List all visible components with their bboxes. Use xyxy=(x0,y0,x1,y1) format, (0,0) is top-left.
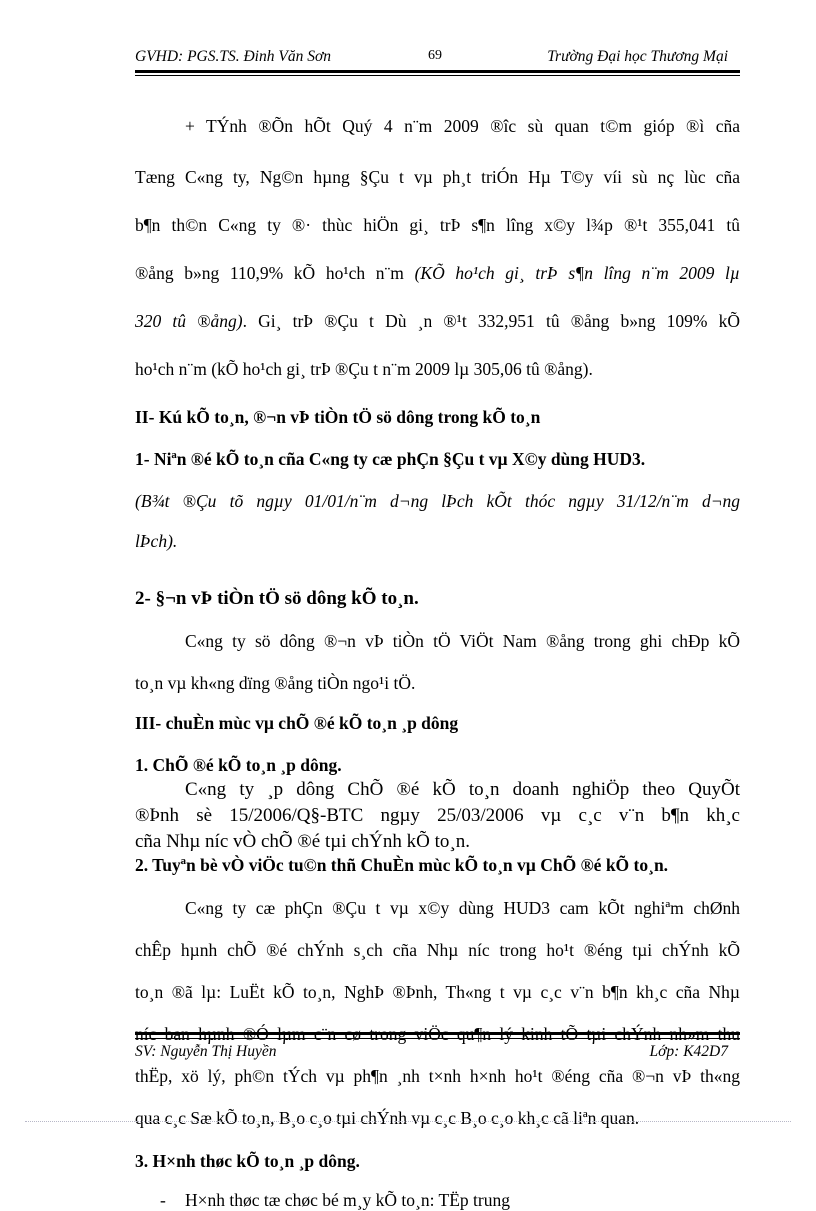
subsection-title: 1- Niªn ®é kÕ to¸n cña C«ng ty cæ phÇn §Çu t vµ X©y dùng HUD3. xyxy=(135,449,646,469)
footer-class: Lớp: K42D7 xyxy=(649,1043,728,1060)
header-university: Trường Đại học Thương Mại xyxy=(547,48,728,65)
subsection-title: 3. H×nh thøc kÕ to¸n ¸p dông. xyxy=(135,1151,360,1171)
section-title: II- Kú kÕ to¸n, ®¬n vÞ tiÒn tÖ sö dông trong kÕ to¸n xyxy=(135,407,541,427)
body-text: ®ång b»ng 110,9% kÕ ho¹ch n¨m xyxy=(135,263,415,283)
body-line: to¸n vµ kh«ng dïng ®ång tiÒn ngo¹i tÖ. xyxy=(135,673,416,693)
body-text: . Gi¸ trÞ ®Çu t Dù ¸n ®¹t 332,951 tû ®ång b»ng 109% kÕ xyxy=(242,311,740,331)
bullet-item xyxy=(135,1189,740,1211)
body-line: ho¹ch n¨m (kÕ ho¹ch gi¸ trÞ ®Çu t n¨m 2009 lµ 305,06 tû ®ång). xyxy=(135,359,593,379)
header-rule-thick xyxy=(135,70,740,73)
page-break-divider xyxy=(25,1121,791,1122)
body-line xyxy=(135,262,740,284)
subsection-title: 2- §¬n vÞ tiÒn tÖ sö dông kÕ to¸n. xyxy=(135,588,419,609)
body-line xyxy=(135,310,740,332)
page-header xyxy=(135,48,740,68)
footer-rule-thin xyxy=(135,1038,740,1039)
body-line: + TÝnh ®Õn hÕt Quý 4 n¨m 2009 ®îc sù quan t©m gióp ®ì cña xyxy=(185,116,740,136)
body-line-italic: (B¾t ®Çu tõ ngµy 01/01/n¨m d¬ng lÞch kÕt thóc ngµy 31/12/n¨m d¬ng xyxy=(135,491,740,511)
body-line-italic: lÞch). xyxy=(135,531,178,551)
bullet-mark: - xyxy=(160,1190,166,1210)
body-line: C«ng ty ¸p dông ChÕ ®é kÕ to¸n doanh nghiÖp theo QuyÕt xyxy=(185,779,740,800)
body-line: to¸n ®ã lµ: LuËt kÕ to¸n, NghÞ ®Þnh, Th«ng t vµ c¸c v¨n b¶n kh¸c cña Nhµ xyxy=(135,982,740,1002)
subsection-title: 2. Tuyªn bè vÒ viÖc tu©n thñ ChuÈn mùc kÕ to¸n vµ ChÕ ®é kÕ to¸n. xyxy=(135,855,669,875)
subsection-title: 1. ChÕ ®é kÕ to¸n ¸p dông. xyxy=(135,755,342,775)
header-rule-thin xyxy=(135,75,740,76)
body-line: b¶n th©n C«ng ty ®· thùc hiÖn gi¸ trÞ s¶n lîng x©y l¾p ®¹t 355,041 tû xyxy=(135,215,740,235)
body-line: chÊp hµnh chÕ ®é chÝnh s¸ch cña Nhµ níc trong ho¹t ®éng tµi chÝnh kÕ xyxy=(135,940,740,960)
body-line: Tæng C«ng ty, Ng©n hµng §Çu t vµ ph¸t triÓn Hµ T©y víi sù nç lùc cña xyxy=(135,167,740,187)
section-title: III- chuÈn mùc vµ chÕ ®é kÕ to¸n ¸p dông xyxy=(135,713,459,733)
bullet-text: H×nh thøc tæ chøc bé m¸y kÕ to¸n: TËp trung xyxy=(185,1190,510,1210)
footer-student: SV: Nguyễn Thị Huyền xyxy=(135,1043,277,1060)
body-text-italic: (KÕ ho¹ch gi¸ trÞ s¶n lîng n¨m 2009 lµ xyxy=(414,263,740,283)
body-line: ®Þnh sè 15/2006/Q§-BTC ngµy 25/03/2006 vµ c¸c v¨n b¶n kh¸c xyxy=(135,805,740,826)
body-line: C«ng ty cæ phÇn ®Çu t vµ x©y dùng HUD3 cam kÕt nghiªm chØnh xyxy=(185,898,740,918)
body-line: qua c¸c Sæ kÕ to¸n, B¸o c¸o tµi chÝnh vµ c¸c B¸o c¸o kh¸c cã liªn quan. xyxy=(135,1108,640,1128)
header-supervisor: GVHD: PGS.TS. Đinh Văn Sơn xyxy=(135,48,331,65)
body-text-italic: 320 tû ®ång) xyxy=(135,311,243,331)
body-line: cña Nhµ níc vÒ chÕ ®é tµi chÝnh kÕ to¸n. xyxy=(135,831,470,852)
footer-rule-thick xyxy=(135,1032,740,1035)
body-line: thËp, xö lý, ph©n tÝch vµ ph¶n ¸nh t×nh h×nh ho¹t ®éng cña ®¬n vÞ th«ng xyxy=(135,1066,740,1086)
body-line: C«ng ty sö dông ®¬n vÞ tiÒn tÖ ViÖt Nam ®ång trong ghi chÐp kÕ xyxy=(185,631,740,651)
page-number: 69 xyxy=(428,48,442,63)
